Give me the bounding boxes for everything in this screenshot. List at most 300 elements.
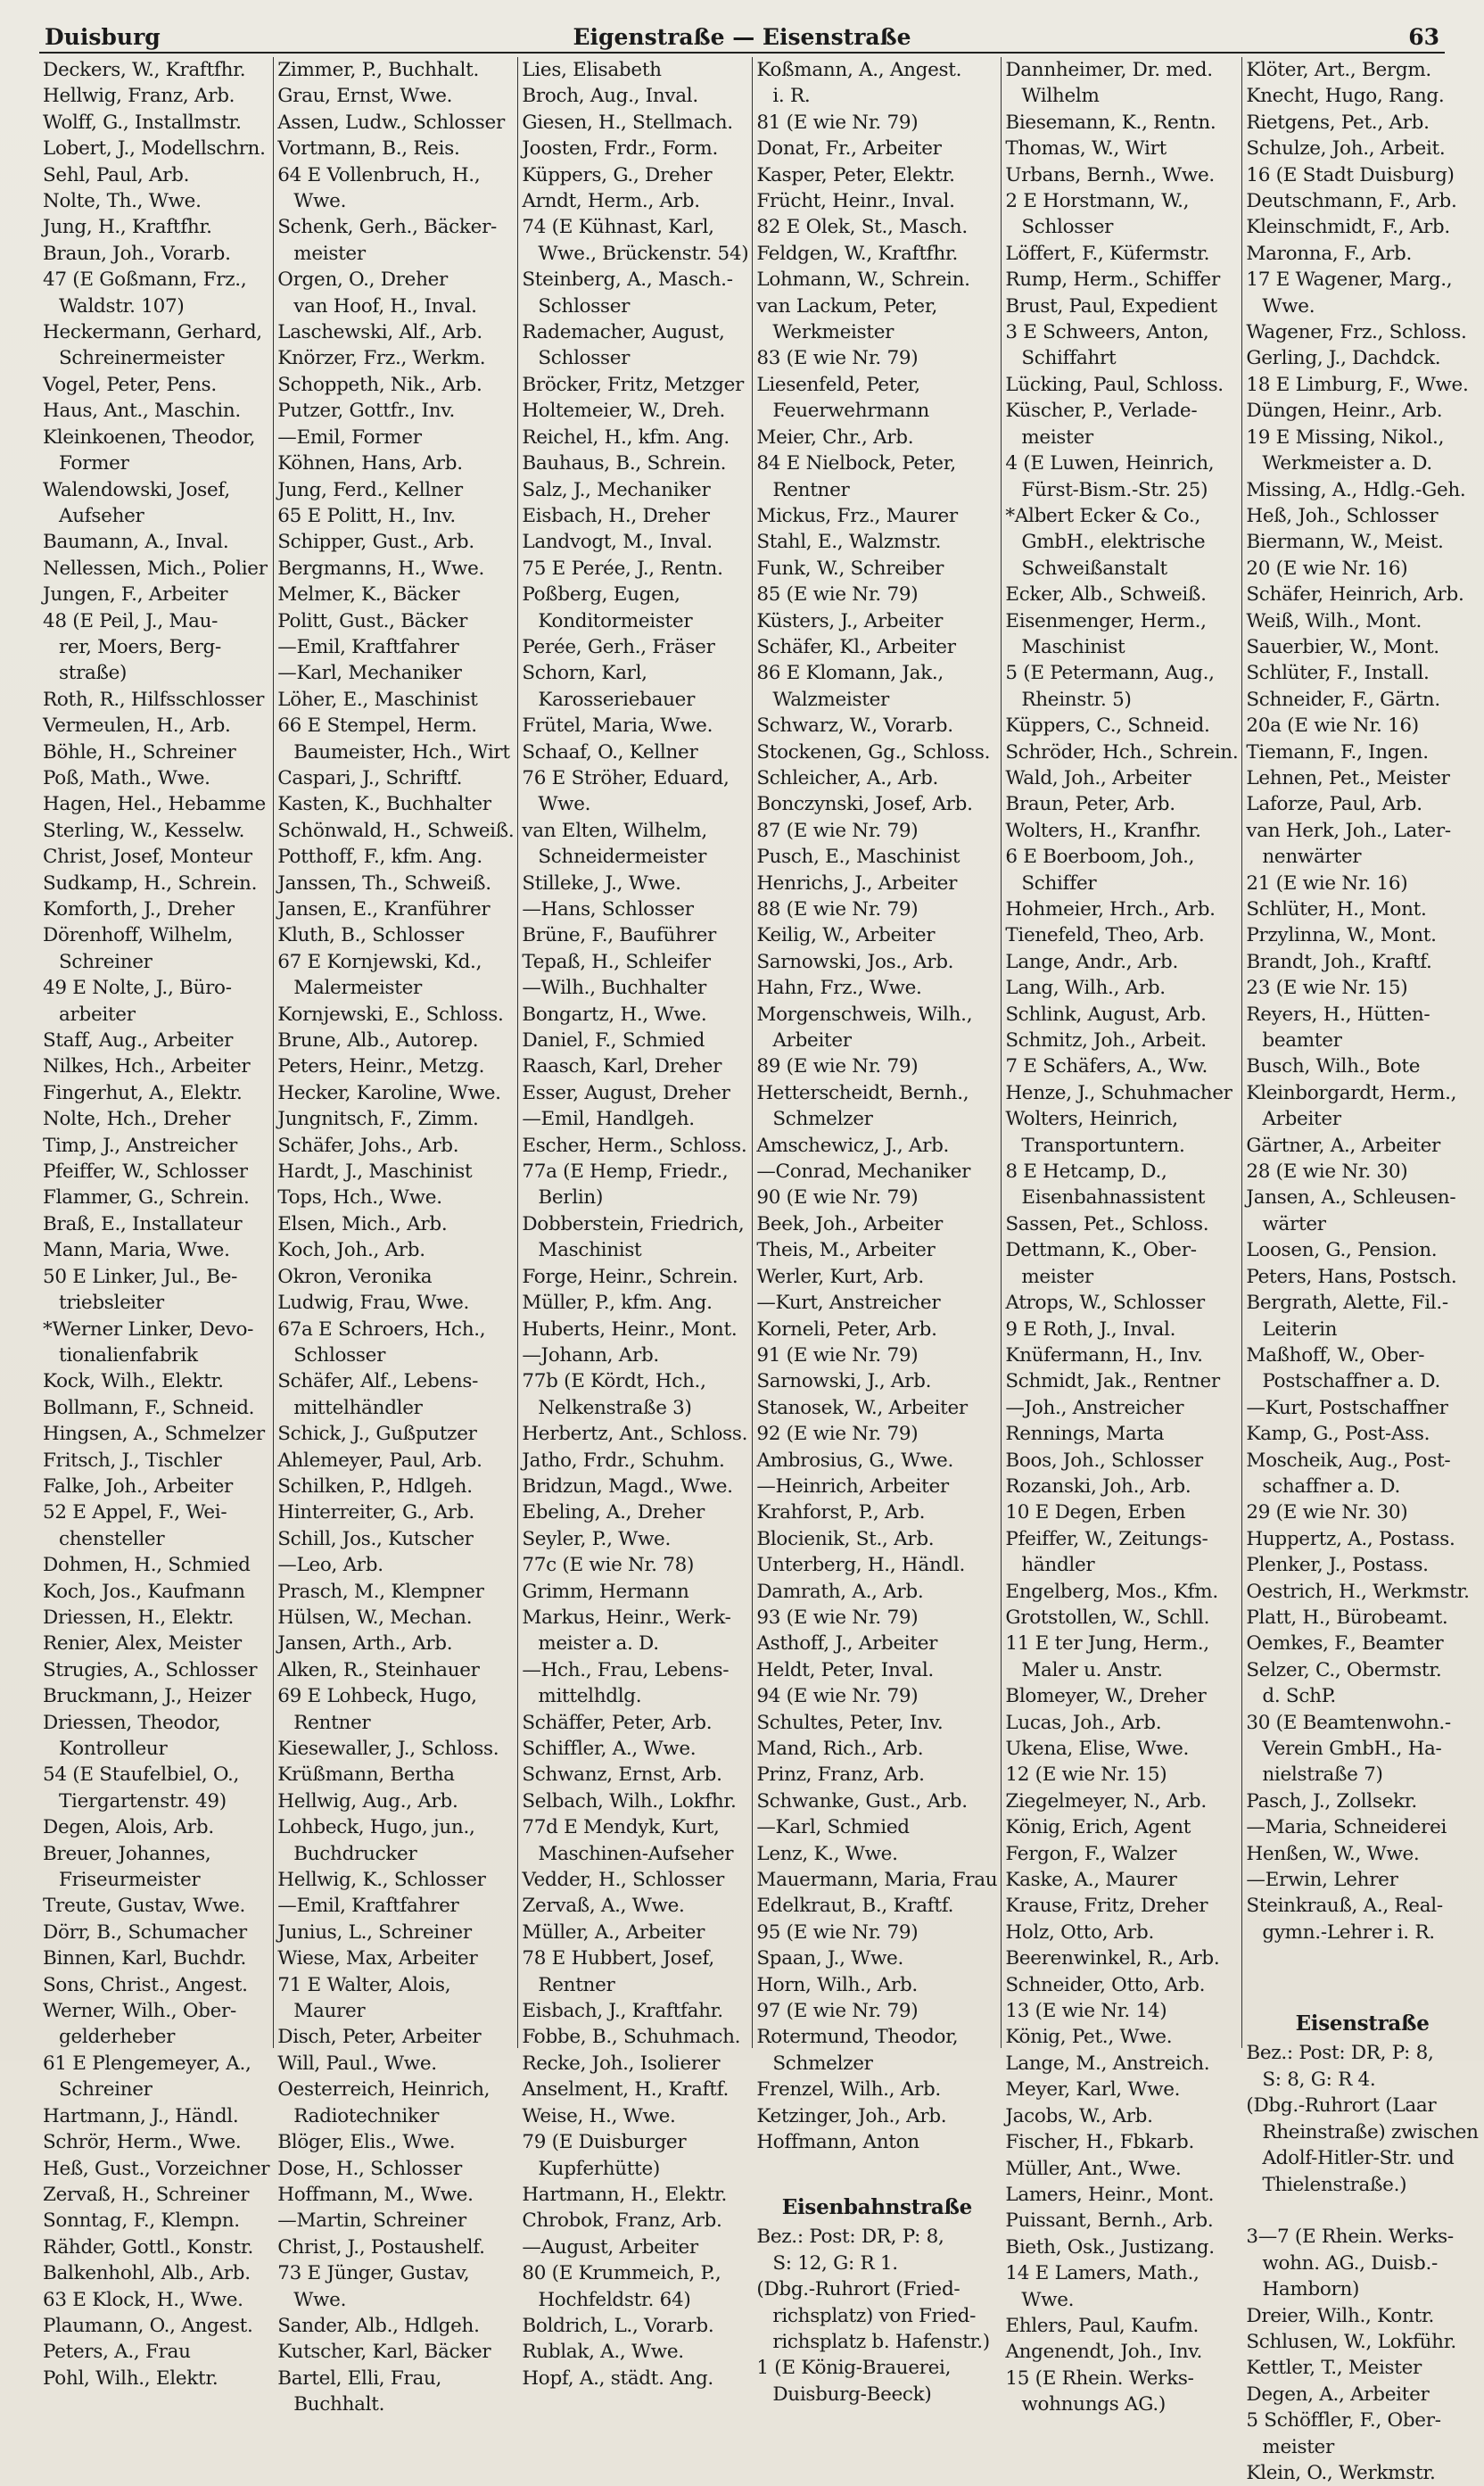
directory-entry: Laschewski, Alf., Arb.: [277, 321, 482, 344]
directory-entry: Jansen, A., Schleusen-: [1246, 1186, 1456, 1210]
directory-entry: Plenker, J., Postass.: [1246, 1554, 1429, 1577]
directory-entry: Heldt, Peter, Inval.: [756, 1658, 934, 1681]
directory-entry: Alken, R., Steinhauer: [277, 1658, 480, 1681]
header-city: Duisburg: [45, 24, 161, 50]
directory-entry: Feuerwehrmann: [772, 400, 929, 423]
directory-entry: 63 E Klock, H., Wwe.: [43, 2288, 243, 2311]
directory-entry: 88 (E wie Nr. 79): [756, 898, 919, 921]
directory-entry: Rähder, Gottl., Konstr.: [43, 2235, 253, 2259]
header-street-range: Eigenstraße — Eisenstraße: [573, 24, 911, 50]
directory-entry: Rentner: [538, 1973, 615, 1996]
directory-entry: Küscher, P., Verlade-: [1005, 400, 1198, 423]
directory-entry: Schröder, Hch., Schrein.: [1005, 740, 1239, 764]
directory-entry: Mand, Rich., Arb.: [756, 1738, 924, 1760]
directory-entry: 89 (E wie Nr. 79): [756, 1055, 919, 1078]
directory-entry: —Wilh., Buchhalter: [522, 977, 706, 1000]
directory-entry: Köhnen, Hans, Arb.: [277, 452, 463, 475]
directory-entry: Stockenen, Gg., Schloss.: [756, 740, 991, 764]
directory-entry: —Leo, Arb.: [277, 1554, 383, 1577]
directory-entry: richsplatz b. Hafenstr.): [772, 2330, 990, 2353]
directory-entry: Düngen, Heinr., Arb.: [1246, 400, 1443, 423]
directory-entry: Biesemann, K., Rentn.: [1005, 111, 1216, 134]
directory-entry: Konditormeister: [538, 609, 693, 632]
directory-entry: Janssen, Th., Schweiß.: [277, 871, 491, 895]
directory-entry: Puissant, Bernh., Arb.: [1005, 2209, 1214, 2233]
directory-entry: Herbertz, Ant., Schloss.: [522, 1423, 748, 1446]
directory-entry: Frenzel, Wilh., Arb.: [756, 2078, 941, 2102]
directory-entry: Jansen, Arth., Arb.: [277, 1632, 453, 1656]
directory-entry: Brune, Alb., Autorep.: [277, 1029, 479, 1053]
page-header: [39, 20, 1445, 54]
directory-entry: Rheinstraße) zwischen: [1262, 2120, 1479, 2143]
directory-entry: 83 (E wie Nr. 79): [756, 347, 919, 370]
directory-entry: 4 (E Luwen, Heinrich,: [1005, 452, 1215, 475]
directory-entry: Dörenhoff, Wilhelm,: [43, 924, 234, 947]
directory-entry: Weiß, Wilh., Mont.: [1246, 609, 1422, 632]
directory-entry: Kamp, G., Post-Ass.: [1246, 1423, 1430, 1446]
directory-entry: Dobberstein, Friedrich,: [522, 1212, 745, 1235]
directory-entry: Maurer: [293, 2000, 366, 2023]
directory-entry: Peters, Heinr., Metzg.: [277, 1055, 485, 1078]
directory-entry: Schlink, August, Arb.: [1005, 1003, 1207, 1026]
directory-entry: Lücking, Paul, Schloss.: [1005, 373, 1224, 396]
directory-entry: —Kurt, Anstreicher: [756, 1292, 941, 1315]
directory-entry: Knörzer, Frz., Werkm.: [277, 347, 486, 370]
directory-entry: wärter: [1262, 1212, 1326, 1235]
directory-entry: Maschinist: [538, 1239, 642, 1262]
directory-entry: Vogel, Peter, Pens.: [43, 373, 217, 396]
directory-entry: Bergmanns, H., Wwe.: [277, 557, 485, 580]
directory-entry: 9 E Roth, J., Inval.: [1005, 1317, 1176, 1341]
directory-entry: Heß, Gust., Vorzeichner: [43, 2157, 270, 2180]
directory-entry: 95 (E wie Nr. 79): [756, 1920, 919, 1944]
directory-entry: 28 (E wie Nr. 30): [1246, 1160, 1408, 1184]
directory-entry: König, Erich, Agent: [1005, 1816, 1191, 1839]
directory-entry: 54 (E Staufelbiel, O.,: [43, 1763, 240, 1787]
directory-entry: 50 E Linker, Jul., Be-: [43, 1265, 238, 1288]
directory-entry: Hartmann, J., Händl.: [43, 2104, 239, 2127]
directory-entry: Breuer, Johannes,: [43, 1842, 211, 1865]
directory-entry: 76 E Ströher, Eduard,: [522, 766, 730, 789]
directory-entry: Reyers, H., Hütten-: [1246, 1003, 1430, 1026]
directory-entry: Landvogt, M., Inval.: [522, 531, 713, 554]
directory-entry: Treute, Gustav, Wwe.: [43, 1895, 246, 1918]
directory-entry: Meier, Chr., Arb.: [756, 425, 914, 449]
directory-entry: Buchhalt.: [293, 2393, 385, 2416]
directory-entry: Missing, A., Hdlg.-Geh.: [1246, 478, 1466, 501]
directory-entry: Bauhaus, B., Schrein.: [522, 452, 727, 475]
directory-entry: Dörr, B., Schumacher: [43, 1920, 247, 1944]
directory-entry: Rump, Herm., Schiffer: [1005, 268, 1220, 292]
directory-entry: van Elten, Wilhelm,: [522, 819, 707, 842]
directory-entry: beamter: [1262, 1029, 1342, 1053]
directory-entry: triebsleiter: [59, 1292, 164, 1315]
directory-entry: Frücht, Heinr., Inval.: [756, 190, 955, 213]
directory-entry: Schilken, P., Hdlgeh.: [277, 1474, 473, 1498]
street-heading: Eisenstraße: [1295, 2011, 1430, 2036]
directory-entry: Wolters, H., Kranfhr.: [1005, 819, 1201, 842]
directory-entry: Lange, Andr., Arb.: [1005, 950, 1178, 973]
directory-entry: Spaan, J., Wwe.: [756, 1947, 904, 1970]
directory-entry: wohn. AG., Duisb.-: [1262, 2251, 1438, 2275]
directory-entry: Wwe., Brückenstr. 54): [538, 242, 749, 265]
directory-entry: Rietgens, Pet., Arb.: [1246, 111, 1430, 134]
directory-entry: Weise, H., Wwe.: [522, 2104, 676, 2127]
directory-entry: Grotstollen, W., Schll.: [1005, 1606, 1210, 1629]
directory-entry: Bröcker, Fritz, Metzger: [522, 373, 745, 396]
directory-entry: Busch, Wilh., Bote: [1246, 1055, 1421, 1078]
directory-entry: Schneider, F., Gärtn.: [1246, 688, 1440, 711]
directory-entry: Wilhelm: [1021, 85, 1100, 108]
directory-entry: Driessen, Theodor,: [43, 1711, 221, 1734]
directory-entry: Holz, Otto, Arb.: [1005, 1920, 1155, 1944]
directory-entry: Dettmann, K., Ober-: [1005, 1239, 1197, 1262]
directory-entry: 92 (E wie Nr. 79): [756, 1423, 919, 1446]
directory-entry: Wagener, Frz., Schloss.: [1246, 321, 1467, 344]
directory-entry: —Maria, Schneiderei: [1246, 1816, 1447, 1839]
directory-entry: Eisbach, J., Kraftfahr.: [522, 2000, 723, 2023]
directory-entry: Steinkrauß, A., Real-: [1246, 1895, 1443, 1918]
directory-entry: Fergon, F., Walzer: [1005, 1842, 1177, 1865]
directory-entry: Hellwig, Aug., Arb.: [277, 1789, 458, 1813]
directory-entry: Ukena, Elise, Wwe.: [1005, 1738, 1190, 1760]
directory-entry: Sonntag, F., Klempn.: [43, 2209, 240, 2233]
directory-entry: Schneider, Otto, Arb.: [1005, 1973, 1206, 1996]
directory-entry: Bez.: Post: DR, P: 8,: [756, 2226, 944, 2249]
directory-entry: Ambrosius, G., Wwe.: [756, 1449, 953, 1472]
directory-entry: Hohmeier, Hrch., Arb.: [1005, 898, 1216, 921]
directory-entry: Lucas, Joh., Arb.: [1005, 1711, 1162, 1734]
directory-entry: Baumann, A., Inval.: [43, 531, 229, 554]
directory-entry: Blomeyer, W., Dreher: [1005, 1685, 1207, 1708]
directory-entry: Pfeiffer, W., Zeitungs-: [1005, 1527, 1208, 1550]
directory-entry: Degen, Alois, Arb.: [43, 1816, 214, 1839]
directory-entry: Arbeiter: [772, 1029, 852, 1053]
directory-entry: 17 E Wagener, Marg.,: [1246, 268, 1453, 292]
directory-entry: Nolte, Hch., Dreher: [43, 1108, 231, 1131]
directory-entry: Eisbach, H., Dreher: [522, 504, 710, 527]
directory-entry: Oesterreich, Heinrich,: [277, 2078, 491, 2102]
directory-entry: Lenz, K., Wwe.: [756, 1842, 898, 1865]
directory-entry: Peters, A., Frau: [43, 2341, 191, 2364]
directory-entry: Schick, J., Gußputzer: [277, 1423, 477, 1446]
directory-entry: —August, Arbeiter: [522, 2235, 698, 2259]
directory-entry: Biermann, W., Meist.: [1246, 531, 1444, 554]
directory-entry: 69 E Lohbeck, Hugo,: [277, 1685, 477, 1708]
directory-entry: Zimmer, P., Buchhalt.: [277, 59, 480, 81]
directory-entry: van Herk, Joh., Later-: [1246, 819, 1451, 842]
directory-entry: Lohmann, W., Schrein.: [756, 268, 970, 292]
directory-entry: Schoppeth, Nik., Arb.: [277, 373, 482, 396]
directory-entry: 91 (E wie Nr. 79): [756, 1343, 919, 1367]
directory-entry: Stanosek, W., Arbeiter: [756, 1396, 968, 1419]
directory-entry: Junius, L., Schreiner: [277, 1920, 472, 1944]
directory-entry: Schreiner: [59, 2078, 153, 2102]
directory-entry: Hoffmann, Anton: [756, 2131, 919, 2154]
directory-entry: Fürst-Bism.-Str. 25): [1021, 478, 1208, 501]
directory-entry: Knüfermann, H., Inv.: [1005, 1343, 1203, 1367]
directory-entry: Vermeulen, H., Arb.: [43, 714, 231, 738]
directory-entry: schaffner a. D.: [1262, 1474, 1401, 1498]
directory-entry: S: 12, G: R 1.: [772, 2251, 898, 2275]
directory-entry: 52 E Appel, F., Wei-: [43, 1501, 227, 1524]
directory-entry: Prinz, Franz, Arb.: [756, 1763, 925, 1787]
column-2: [274, 57, 518, 2416]
directory-entry: —Martin, Schreiner: [277, 2209, 466, 2233]
directory-entry: Friseurmeister: [59, 1869, 201, 1892]
directory-entry: Sons, Christ., Angest.: [43, 1973, 248, 1996]
directory-entry: Kleinschmidt, F., Arb.: [1246, 216, 1450, 239]
directory-entry: Escher, Herm., Schloss.: [522, 1134, 747, 1157]
directory-entry: Klöter, Art., Bergm.: [1246, 59, 1431, 81]
directory-entry: 86 E Klomann, Jak.,: [756, 662, 944, 685]
directory-entry: Putzer, Gottfr., Inv.: [277, 400, 456, 423]
directory-entry: Huberts, Heinr., Mont.: [522, 1317, 738, 1341]
directory-entry: Henßen, W., Wwe.: [1246, 1842, 1420, 1865]
directory-entry: —Karl, Mechaniker: [277, 662, 462, 685]
directory-entry: Broch, Aug., Inval.: [522, 85, 698, 108]
directory-entry: 94 (E wie Nr. 79): [756, 1685, 919, 1708]
directory-entry: Walzmeister: [772, 688, 889, 711]
directory-entry: Okron, Veronika: [277, 1265, 433, 1288]
directory-entry: Schwanke, Gust., Arb.: [756, 1789, 968, 1813]
column-1: [39, 57, 274, 2390]
directory-entry: Sander, Alb., Hdlgeh.: [277, 2314, 480, 2337]
directory-entry: —Emil, Former: [277, 425, 422, 449]
column-4: [753, 57, 1002, 2406]
directory-entry: Liesenfeld, Peter,: [756, 373, 920, 396]
directory-entry: Strugies, A., Schlosser: [43, 1658, 258, 1681]
directory-entry: Knecht, Hugo, Rang.: [1246, 85, 1445, 108]
directory-entry: Chrobok, Franz, Arb.: [522, 2209, 722, 2233]
directory-entry: 48 (E Peil, J., Mau-: [43, 609, 218, 632]
directory-entry: meister: [1021, 1265, 1093, 1288]
directory-entry: Kornjewski, E., Schloss.: [277, 1003, 504, 1026]
directory-entry: 10 E Degen, Erben: [1005, 1501, 1186, 1524]
directory-entry: Fobbe, B., Schuhmach.: [522, 2026, 741, 2049]
directory-entry: Christ, J., Postaushelf.: [277, 2235, 485, 2259]
directory-entry: Schäfer, Kl., Arbeiter: [756, 635, 956, 658]
directory-entry: Laforze, Paul, Arb.: [1246, 793, 1422, 816]
directory-entry: Schaaf, O., Kellner: [522, 740, 698, 764]
columns-container: [39, 57, 1479, 2484]
directory-entry: Esser, August, Dreher: [522, 1081, 730, 1104]
directory-entry: Kasten, K., Buchhalter: [277, 793, 491, 816]
directory-entry: Kock, Wilh., Elektr.: [43, 1370, 224, 1393]
directory-entry: Karosseriebauer: [538, 688, 696, 711]
directory-entry: Schneidermeister: [538, 846, 707, 869]
directory-entry: —Hch., Frau, Lebens-: [522, 1658, 730, 1681]
directory-entry: Schiffler, A., Wwe.: [522, 1738, 697, 1760]
directory-entry: 2 E Horstmann, W.,: [1005, 190, 1190, 213]
directory-entry: Mauermann, Maria, Frau: [756, 1869, 998, 1892]
directory-entry: Beek, Joh., Arbeiter: [756, 1212, 944, 1235]
directory-entry: Bridzun, Magd., Wwe.: [522, 1474, 733, 1498]
directory-entry: —Erwin, Lehrer: [1246, 1869, 1398, 1892]
street-heading: Eisenbahnstraße: [781, 2194, 972, 2219]
directory-entry: Pohl, Wilh., Elektr.: [43, 2366, 218, 2390]
directory-entry: Renier, Alex, Meister: [43, 1632, 242, 1656]
directory-entry: Aufseher: [59, 504, 144, 527]
directory-entry: Lamers, Heinr., Mont.: [1005, 2183, 1215, 2206]
directory-entry: Schenk, Gerh., Bäcker-: [277, 216, 498, 239]
directory-entry: van Lackum, Peter,: [756, 294, 938, 318]
directory-entry: Schleicher, A., Arb.: [756, 766, 939, 789]
directory-entry: Tienefeld, Theo, Arb.: [1005, 924, 1205, 947]
directory-entry: Buchdrucker: [293, 1842, 417, 1865]
directory-entry: Huppertz, A., Postass.: [1246, 1527, 1455, 1550]
directory-entry: Rozanski, Joh., Arb.: [1005, 1474, 1191, 1498]
directory-entry: Wolters, Heinrich,: [1005, 1108, 1178, 1131]
directory-entry: Koch, Jos., Kaufmann: [43, 1580, 245, 1603]
directory-entry: Küppers, G., Dreher: [522, 163, 713, 186]
directory-entry: Ketzinger, Joh., Arb.: [756, 2104, 947, 2127]
directory-entry: Maronna, F., Arb.: [1246, 242, 1412, 265]
directory-entry: Henze, J., Schuhmacher: [1005, 1081, 1233, 1104]
directory-entry: *Werner Linker, Devo-: [43, 1317, 254, 1341]
directory-entry: Maßhoff, W., Ober-: [1246, 1343, 1425, 1367]
directory-entry: Degen, A., Arbeiter: [1246, 2383, 1430, 2406]
directory-entry: Jungnitsch, F., Zimm.: [277, 1108, 479, 1131]
directory-entry: Hinterreiter, G., Arb.: [277, 1501, 474, 1524]
directory-entry: gelderheber: [59, 2026, 176, 2049]
directory-entry: 77c (E wie Nr. 78): [522, 1554, 695, 1577]
directory-entry: [756, 2156, 997, 2182]
directory-entry: Selbach, Wilh., Lokfhr.: [522, 1789, 737, 1813]
directory-entry: Sauerbier, W., Mont.: [1246, 635, 1439, 658]
directory-entry: Disch, Peter, Arbeiter: [277, 2026, 482, 2049]
directory-entry: Krause, Fritz, Dreher: [1005, 1895, 1208, 1918]
directory-entry: Horn, Wilh., Arb.: [756, 1973, 918, 1996]
column-5: [1002, 57, 1242, 2416]
directory-entry: 14 E Lamers, Math.,: [1005, 2262, 1200, 2285]
directory-entry: 23 (E wie Nr. 15): [1246, 977, 1408, 1000]
directory-entry: Oemkes, F., Beamter: [1246, 1632, 1444, 1656]
directory-entry: Kupferhütte): [538, 2157, 661, 2180]
directory-entry: Keilig, W., Arbeiter: [756, 924, 936, 947]
directory-entry: Stilleke, J., Wwe.: [522, 871, 681, 895]
directory-entry: —Karl, Schmied: [756, 1816, 910, 1839]
directory-entry: Prasch, M., Klempner: [277, 1580, 484, 1603]
directory-entry: Perée, Gerh., Fräser: [522, 635, 715, 658]
directory-entry: Holtemeier, W., Dreh.: [522, 400, 726, 423]
directory-entry: Zervaß, A., Wwe.: [522, 1895, 685, 1918]
directory-entry: Hetterscheidt, Bernh.,: [756, 1081, 969, 1104]
directory-entry: 11 E ter Jung, Herm.,: [1005, 1632, 1209, 1656]
directory-entry: Ziegelmeyer, N., Arb.: [1005, 1789, 1207, 1813]
directory-entry: Theis, M., Arbeiter: [756, 1239, 936, 1262]
directory-entry: Sarnowski, Jos., Arb.: [756, 950, 954, 973]
directory-entry: d. SchP.: [1262, 1685, 1336, 1708]
directory-entry: Schiffer: [1021, 871, 1097, 895]
directory-entry: chensteller: [59, 1527, 165, 1550]
directory-entry: Deutschmann, F., Arb.: [1246, 190, 1457, 213]
directory-entry: Schlosser: [293, 1343, 386, 1367]
directory-entry: [1246, 1945, 1478, 1971]
directory-entry: Edelkraut, B., Kraftf.: [756, 1895, 954, 1918]
directory-entry: Baumeister, Hch., Wirt: [293, 740, 510, 764]
directory-entry: 66 E Stempel, Herm.: [277, 714, 477, 738]
directory-entry: Nilkes, Hch., Arbeiter: [43, 1055, 251, 1078]
directory-entry: Sterling, W., Kesselw.: [43, 819, 245, 842]
directory-entry: Boldrich, L., Vorarb.: [522, 2314, 714, 2337]
directory-entry: Hellwig, Franz, Arb.: [43, 85, 235, 108]
directory-entry: Schiffahrt: [1021, 347, 1117, 370]
directory-entry: Rotermund, Theodor,: [756, 2026, 959, 2049]
column-6: [1242, 57, 1481, 2484]
directory-entry: Schlusen, W., Lokführ.: [1246, 2330, 1456, 2353]
directory-entry: Werler, Kurt, Arb.: [756, 1265, 924, 1288]
column-3: [518, 57, 753, 2390]
directory-entry: Löffert, F., Küfermstr.: [1005, 242, 1210, 265]
directory-entry: Christ, Josef, Monteur: [43, 846, 252, 869]
directory-entry: Schmelzer: [772, 2052, 873, 2075]
directory-entry: Moscheik, Aug., Post-: [1246, 1449, 1451, 1472]
directory-entry: Hoffmann, M., Wwe.: [277, 2183, 474, 2206]
directory-entry: Jung, Ferd., Kellner: [277, 478, 463, 501]
directory-entry: 19 E Missing, Nikol.,: [1246, 425, 1445, 449]
directory-entry: Steinberg, A., Masch.-: [522, 268, 733, 292]
directory-entry: 80 (E Krummeich, P.,: [522, 2262, 721, 2285]
directory-entry: Zervaß, H., Schreiner: [43, 2183, 250, 2206]
directory-entry: Verein GmbH., Ha-: [1262, 1738, 1442, 1760]
directory-entry: meister: [1262, 2435, 1334, 2458]
directory-entry: Schönwald, H., Schweiß.: [277, 819, 515, 842]
directory-entry: Fritsch, J., Tischler: [43, 1449, 222, 1472]
directory-entry: Vedder, H., Schlosser: [522, 1869, 724, 1892]
directory-entry: Ehlers, Paul, Kaufm.: [1005, 2314, 1200, 2337]
directory-entry: 93 (E wie Nr. 79): [756, 1606, 919, 1629]
directory-entry: Heckermann, Gerhard,: [43, 321, 262, 344]
directory-entry: Bez.: Post: DR, P: 8,: [1246, 2042, 1434, 2065]
directory-entry: 8 E Hetcamp, D.,: [1005, 1160, 1167, 1184]
directory-entry: Feldgen, W., Kraftfhr.: [756, 242, 959, 265]
directory-entry: —Joh., Anstreicher: [1005, 1396, 1184, 1419]
directory-entry: Leiterin: [1262, 1317, 1338, 1341]
directory-entry: händler: [1021, 1554, 1095, 1577]
directory-entry: Pasch, J., Zollsekr.: [1246, 1789, 1417, 1813]
directory-entry: König, Pet., Wwe.: [1005, 2026, 1173, 2049]
directory-entry: Lies, Elisabeth: [522, 59, 662, 81]
directory-entry: —Heinrich, Arbeiter: [756, 1474, 949, 1498]
directory-entry: Bonczynski, Josef, Arb.: [756, 793, 973, 816]
directory-entry: Selzer, C., Obermstr.: [1246, 1658, 1442, 1681]
directory-entry: Müller, Ant., Wwe.: [1005, 2157, 1182, 2180]
directory-entry: Platt, H., Bürobeamt.: [1246, 1606, 1448, 1629]
directory-entry: *Albert Ecker & Co.,: [1005, 504, 1200, 527]
directory-entry: Plaumann, O., Angest.: [43, 2314, 253, 2337]
directory-entry: Deckers, W., Kraftfhr.: [43, 59, 246, 81]
directory-entry: Staff, Aug., Arbeiter: [43, 1029, 234, 1053]
directory-entry: Przylinna, W., Mont.: [1246, 924, 1437, 947]
directory-entry: Bollmann, F., Schneid.: [43, 1396, 255, 1419]
directory-entry: Schulze, Joh., Arbeit.: [1246, 137, 1446, 161]
directory-entry: Krüßmann, Bertha: [277, 1763, 455, 1787]
directory-entry: Kleinkoenen, Theodor,: [43, 425, 256, 449]
directory-entry: Bergrath, Alette, Fil.-: [1246, 1292, 1448, 1315]
directory-entry: Adolf-Hitler-Str. und: [1262, 2147, 1455, 2170]
directory-entry: Tiergartenstr. 49): [59, 1789, 227, 1813]
directory-entry: Schreinermeister: [59, 347, 225, 370]
directory-entry: Former: [59, 452, 129, 475]
directory-entry: Poß, Math., Wwe.: [43, 766, 210, 789]
directory-entry: —Emil, Kraftfahrer: [277, 1895, 459, 1918]
directory-entry: Müller, A., Arbeiter: [522, 1920, 705, 1944]
directory-entry: Markus, Heinr., Werk-: [522, 1606, 731, 1629]
directory-entry: Waldstr. 107): [59, 294, 185, 318]
directory-entry: Kontrolleur: [59, 1738, 168, 1760]
directory-entry: Asthoff, J., Arbeiter: [756, 1632, 938, 1656]
